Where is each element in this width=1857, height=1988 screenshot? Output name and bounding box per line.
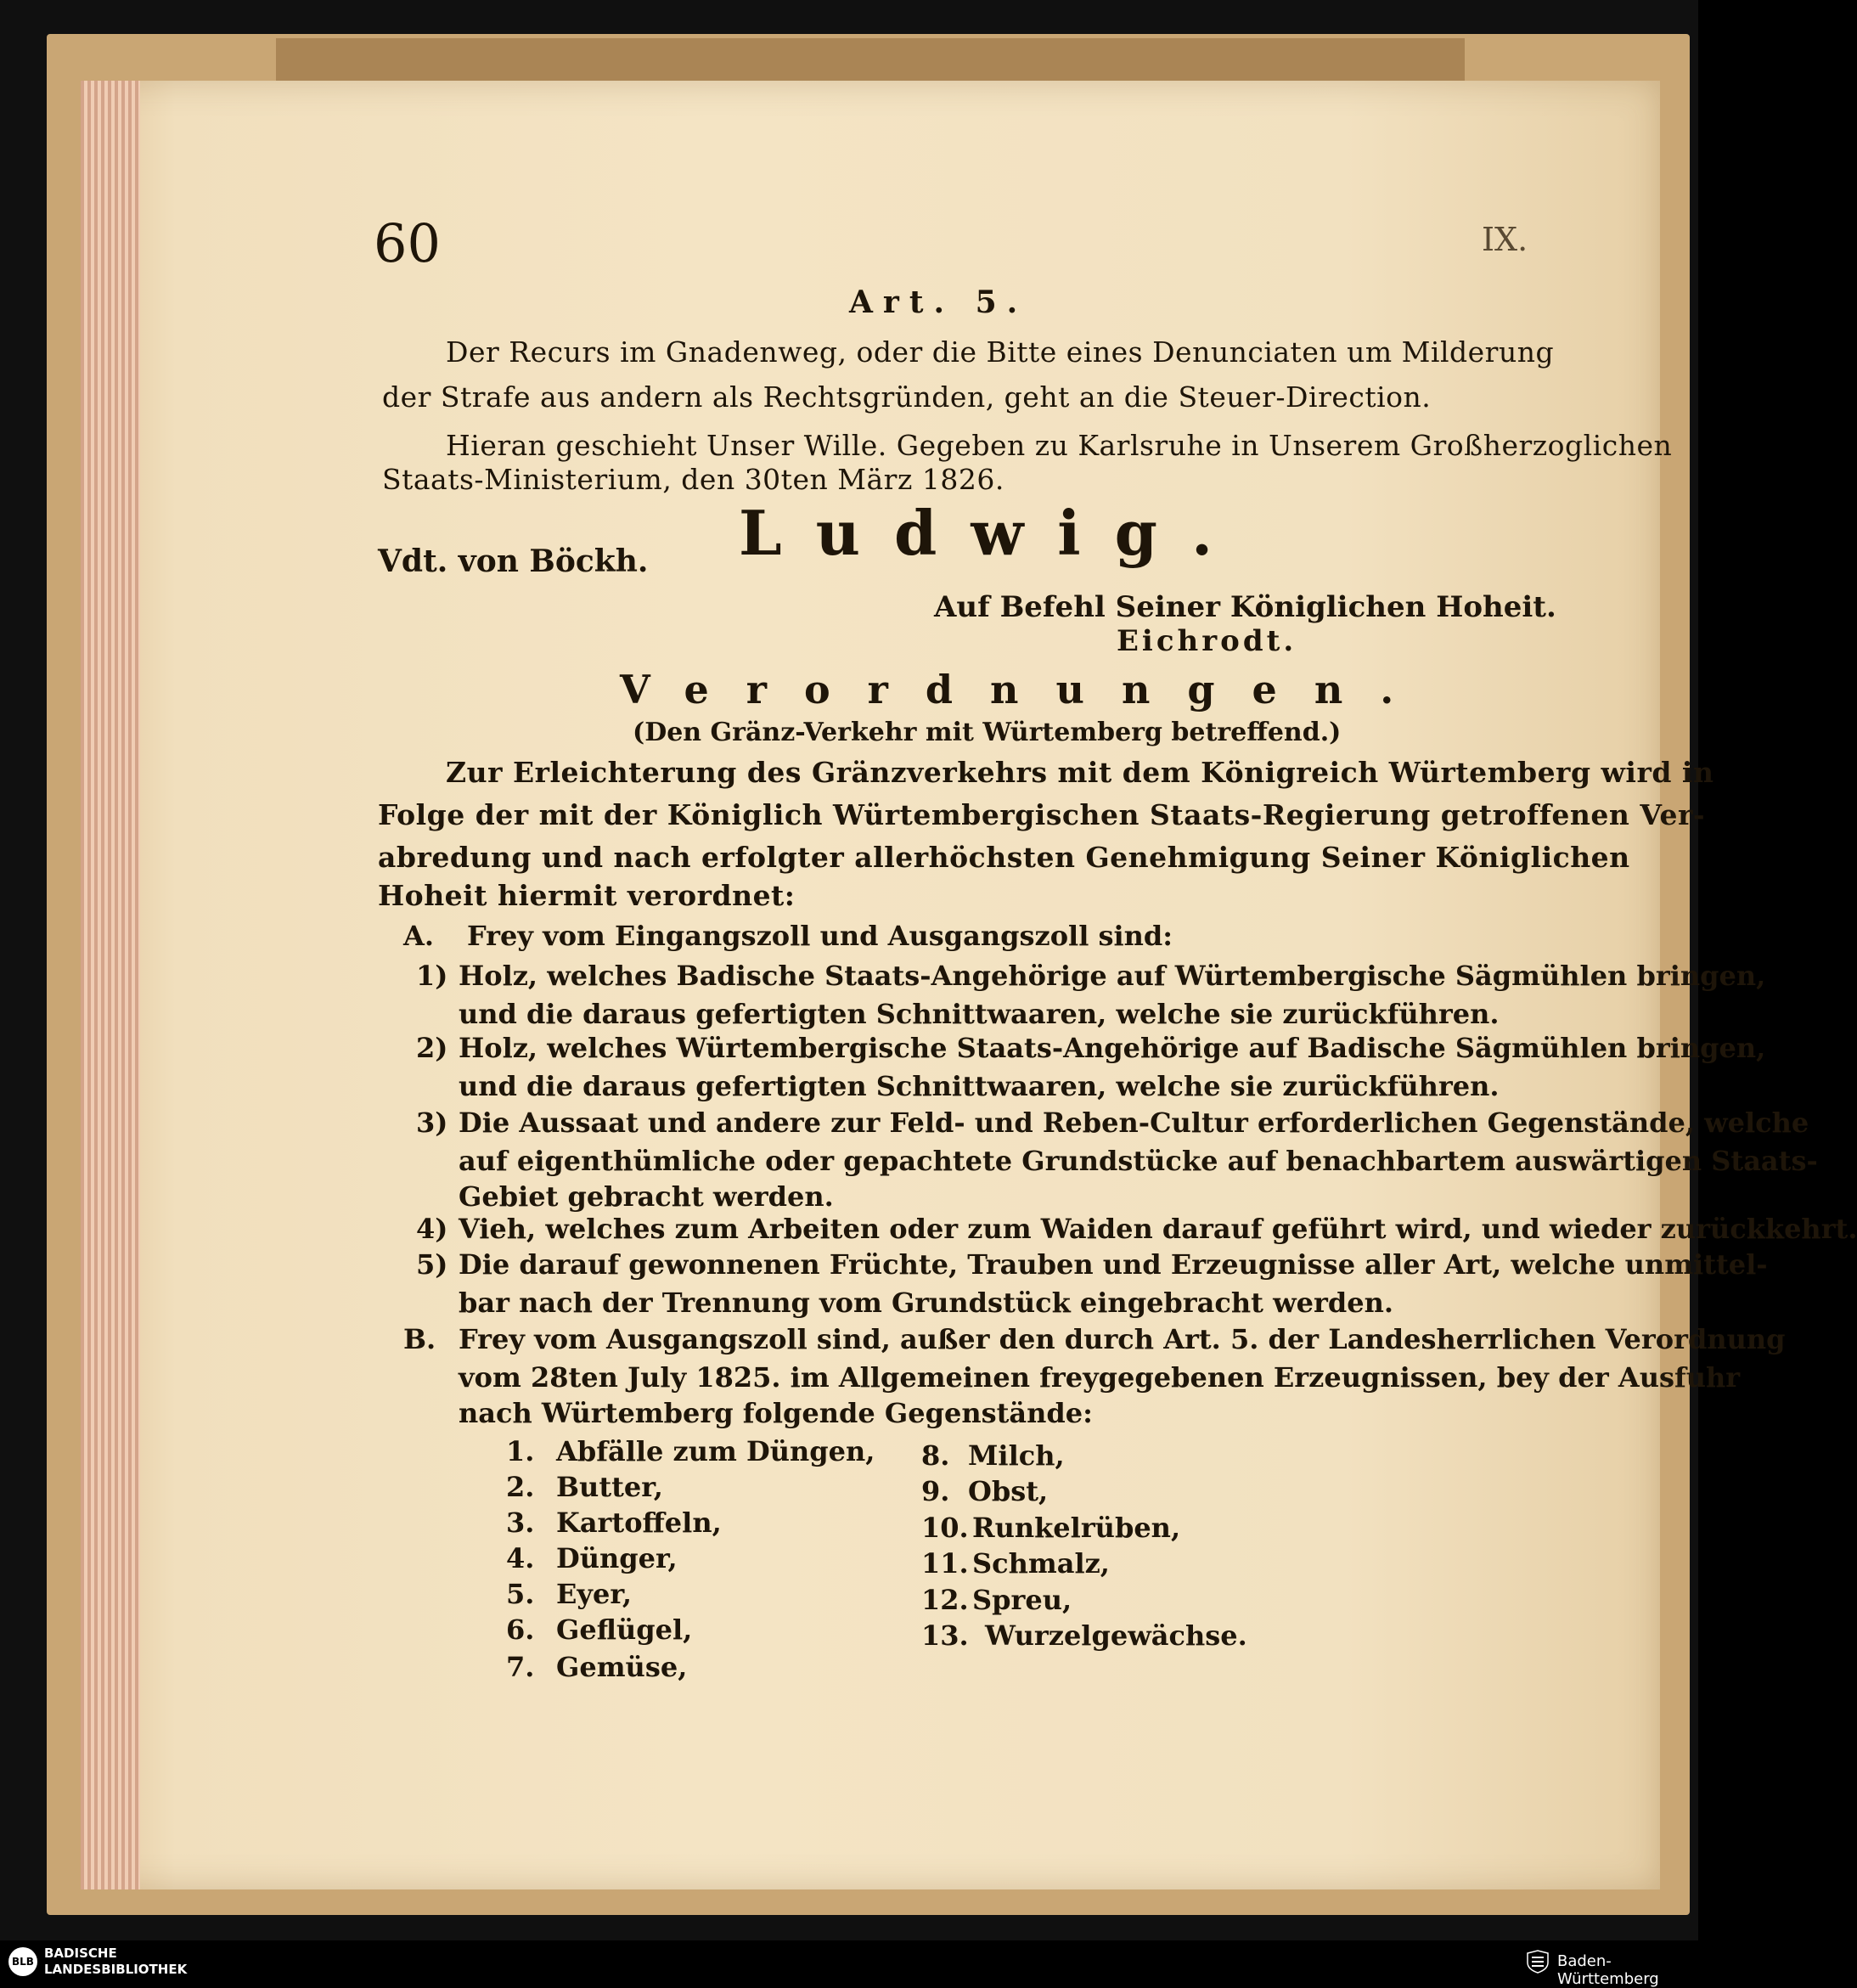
list-number: 10. (921, 1512, 969, 1544)
part-b-marker: B. (403, 1323, 436, 1355)
part-b-line: nach Würtemberg folgende Gegenstände: (459, 1397, 1093, 1429)
authority-signature: Eichrodt. (1117, 624, 1297, 658)
part-a-marker: A. (403, 920, 434, 952)
list-item: Schmalz, (972, 1547, 1110, 1580)
paragraph-line: Der Recurs im Gnadenweg, oder die Bitte eines Denunciaten um Milderung (446, 335, 1555, 369)
signature-name: Ludwig. (739, 497, 1247, 569)
state-logo-text[interactable]: Baden-Württemberg (1557, 1952, 1659, 1988)
blb-name-line: BADISCHE (44, 1946, 117, 1961)
list-item: Obst, (968, 1475, 1049, 1507)
item-line: und die daraus gefertigten Schnittwaaren, welche sie zurückführen. (459, 998, 1500, 1030)
section-subtitle: (Den Gränz-Verkehr mit Würtemberg betreffend.) (633, 718, 1342, 747)
item-line: Holz, welches Würtembergische Staats-Angehörige auf Badische Sägmühlen bringen, (459, 1032, 1766, 1064)
item-number: 3) (416, 1107, 448, 1139)
list-number: 9. (921, 1475, 950, 1507)
intro-line: abredung und nach erfolgter allerhöchsten Genehmigung Seiner Königlichen (378, 841, 1630, 874)
intro-line: Hoheit hiermit verordnet: (378, 879, 796, 912)
blb-logo-text[interactable] (44, 1946, 187, 1978)
item-line: Die Aussaat und andere zur Feld- und Reben-Cultur erforderlichen Gegenstände, welche (459, 1107, 1809, 1139)
item-line: Vieh, welches zum Arbeiten oder zum Waiden darauf geführt wird, und wieder zurückkehrt. (459, 1213, 1857, 1245)
item-number: 2) (416, 1032, 448, 1064)
list-item: Kartoffeln, (556, 1506, 722, 1539)
list-number: 12. (921, 1584, 969, 1616)
list-item: Abfälle zum Düngen, (556, 1435, 875, 1467)
item-line: Gebiet gebracht werden. (459, 1180, 834, 1213)
list-item: Gemüse, (556, 1651, 688, 1683)
page-edges (81, 81, 140, 1889)
list-number: 6. (506, 1613, 535, 1646)
paragraph-line: Staats-Ministerium, den 30ten März 1826. (382, 463, 1004, 496)
page-number: 60 (374, 212, 441, 274)
running-head: IX. (1482, 221, 1528, 258)
list-item: Runkelrüben, (972, 1512, 1181, 1544)
section-title: Verordnungen. (620, 667, 1432, 712)
countersign: Vdt. von Böckh. (378, 543, 649, 579)
item-line: bar nach der Trennung vom Grundstück eingebracht werden. (459, 1287, 1393, 1319)
list-number: 8. (921, 1439, 950, 1472)
part-a-heading: Frey vom Eingangszoll und Ausgangszoll sind: (467, 920, 1173, 952)
item-number: 4) (416, 1213, 448, 1245)
list-number: 3. (506, 1506, 535, 1539)
list-item: Dünger, (556, 1542, 678, 1574)
item-number: 5) (416, 1248, 448, 1281)
paragraph-line: der Strafe aus andern als Rechtsgründen, geht an die Steuer-Direction. (382, 380, 1432, 414)
coat-of-arms-icon (1525, 1951, 1550, 1973)
item-line: Die darauf gewonnenen Früchte, Trauben und Erzeugnisse aller Art, welche unmittel- (459, 1248, 1768, 1281)
intro-line: Zur Erleichterung des Gränzverkehrs mit dem Königreich Würtemberg wird in (446, 756, 1714, 789)
cover-wear (276, 38, 1465, 85)
intro-line: Folge der mit der Königlich Würtembergischen Staats-Regierung getroffenen Ver- (378, 798, 1706, 831)
authority-line: Auf Befehl Seiner Königlichen Hoheit. (934, 590, 1556, 624)
list-number: 1. (506, 1435, 535, 1467)
list-item: Butter, (556, 1471, 663, 1503)
blb-logo-badge[interactable]: BLB (8, 1947, 37, 1976)
list-number: 2. (506, 1471, 535, 1503)
list-number: 4. (506, 1542, 535, 1574)
list-item: Milch, (968, 1439, 1065, 1472)
list-number: 11. (921, 1547, 969, 1580)
item-line: auf eigenthümliche oder gepachtete Grundstücke auf benachbartem auswärtigen Staats- (459, 1145, 1818, 1177)
viewer-footer (0, 1940, 1698, 1988)
list-item: Spreu, (972, 1584, 1072, 1616)
part-b-line: Frey vom Ausgangszoll sind, außer den durch Art. 5. der Landesherrlichen Verordnung (459, 1323, 1786, 1355)
article-heading: Art. 5. (849, 284, 1028, 320)
list-number: 7. (506, 1651, 535, 1683)
part-b-line: vom 28ten July 1825. im Allgemeinen freygegebenen Erzeugnissen, bey der Ausfuhr (459, 1361, 1741, 1394)
paragraph-line: Hieran geschieht Unser Wille. Gegeben zu Karlsruhe in Unserem Großherzoglichen (446, 429, 1673, 462)
list-number: 5. (506, 1578, 535, 1610)
item-number: 1) (416, 960, 448, 992)
list-number: 13. (921, 1619, 969, 1652)
list-item: Wurzelgewächse. (985, 1619, 1247, 1652)
item-line: Holz, welches Badische Staats-Angehörige auf Würtembergische Sägmühlen bringen, (459, 960, 1766, 992)
list-item: Geflügel, (556, 1613, 693, 1646)
item-line: und die daraus gefertigten Schnittwaaren, welche sie zurückführen. (459, 1070, 1500, 1102)
list-item: Eyer, (556, 1578, 633, 1610)
blb-name-line: LANDESBIBLIOTHEK (44, 1962, 188, 1977)
